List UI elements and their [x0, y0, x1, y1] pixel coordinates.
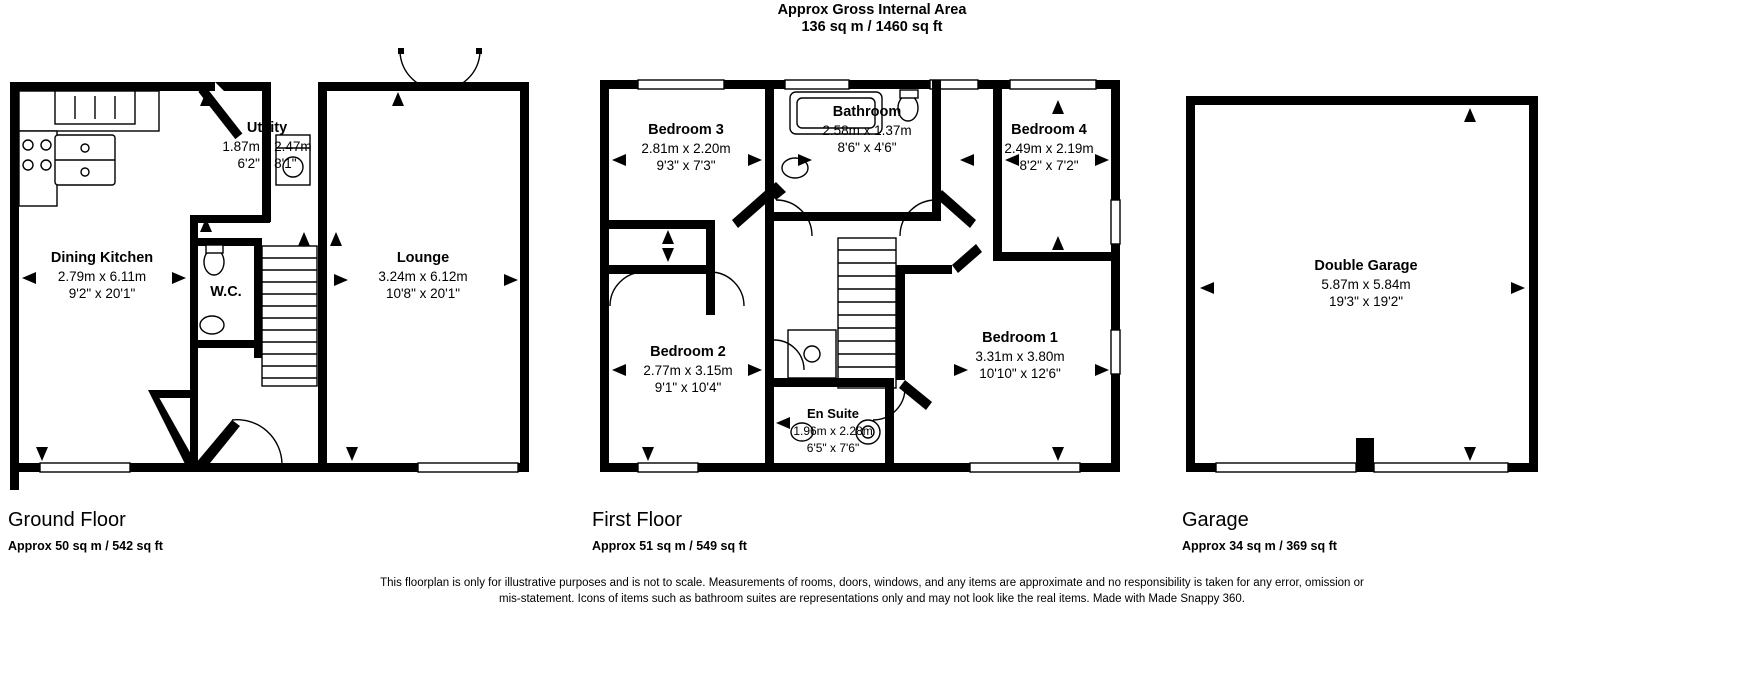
room-label-double-garage: Double Garage 5.87m x 5.84m 19'3" x 19'2"	[1314, 258, 1418, 309]
gross-area-value: 136 sq m / 1460 sq ft	[801, 19, 943, 35]
room-label-bedroom-4: Bedroom 4 2.49m x 2.19m 8'2" x 7'2"	[1004, 122, 1094, 173]
first-floor-caption: First Floor Approx 51 sq m / 549 sq ft	[592, 509, 747, 553]
disclaimer-text: This floorplan is only for illustrative purposes and is not to scale. Measurements of rooms, doors, windows, and any items are approximate and no responsibility is taken for any error, omission or mis-statement. Icons of items such as bathroom suites are representations only and may not look like the real items. Made with Made Snappy 360.	[380, 577, 1364, 605]
room-label-bedroom-3: Bedroom 3 2.81m x 2.20m 9'3" x 7'3"	[641, 122, 731, 173]
room-label-bedroom-2: Bedroom 2 2.77m x 3.15m 9'1" x 10'4"	[643, 344, 733, 395]
room-label-en-suite: En Suite 1.96m x 2.28m 6'5" x 7'6"	[793, 406, 873, 455]
room-label-dining-kitchen: Dining Kitchen 2.79m x 6.11m 9'2" x 20'1"	[50, 250, 154, 301]
room-label-wc: W.C.	[210, 284, 242, 300]
room-label-bedroom-1: Bedroom 1 3.31m x 3.80m 10'10" x 12'6"	[975, 330, 1065, 381]
garage-caption: Garage Approx 34 sq m / 369 sq ft	[1182, 509, 1337, 553]
page-title	[0, 2, 1744, 36]
room-label-utility: Utility 1.87m x 2.47m 6'2" x 8'1"	[222, 120, 312, 171]
gross-area-label: Approx Gross Internal Area	[777, 2, 967, 18]
room-label-bathroom: Bathroom 2.58m x 1.37m 8'6" x 4'6"	[822, 104, 912, 155]
ground-floor-caption: Ground Floor Approx 50 sq m / 542 sq ft	[8, 509, 163, 553]
room-label-lounge: Lounge 3.24m x 6.12m 10'8" x 20'1"	[378, 250, 468, 301]
